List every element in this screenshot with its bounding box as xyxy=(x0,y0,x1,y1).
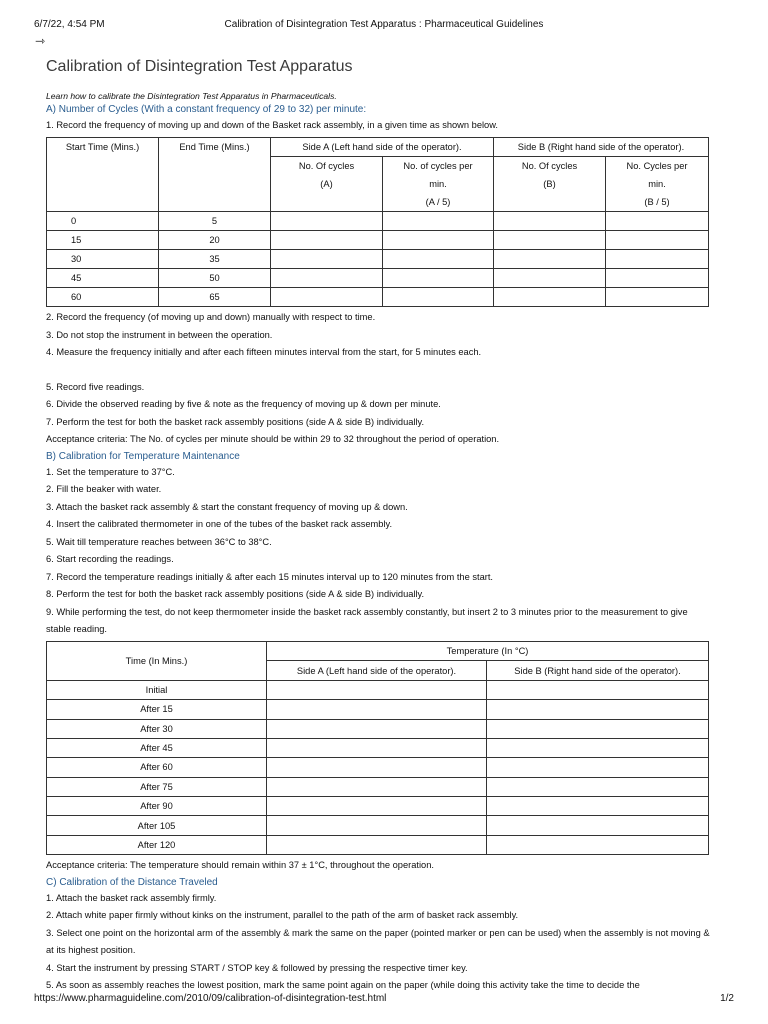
table-row xyxy=(47,288,709,307)
empty-cell xyxy=(494,249,606,268)
empty-cell xyxy=(383,269,494,288)
step-text: 2. Record the frequency (of moving up and down) manually with respect to time. xyxy=(46,312,376,323)
sub-header-line: No. Of cycles xyxy=(298,160,355,171)
time-cell: After 75 xyxy=(47,777,267,796)
empty-cell xyxy=(383,230,494,249)
print-title: Calibration of Disintegration Test Apparatus : Pharmaceutical Guidelines xyxy=(224,19,544,30)
step-text: 1. Attach the basket rack assembly firmly. xyxy=(46,892,217,903)
table-row xyxy=(47,797,709,816)
step-text: 1. Set the temperature to 37°C. xyxy=(46,466,175,477)
end-time-cell: 35 xyxy=(159,249,271,268)
sub-header-line: min. xyxy=(429,178,447,189)
empty-cell xyxy=(487,680,709,699)
sub-header-line: No. Of cycles xyxy=(521,160,578,171)
time-cell: After 45 xyxy=(47,738,267,757)
table-row xyxy=(47,230,709,249)
step-text: 3. Select one point on the horizontal arm of the assembly & mark the same on the paper (pointed marker or pen can be used) when the assembly is not moving & at its highest position. xyxy=(46,927,710,956)
empty-cell xyxy=(494,211,606,230)
table-row xyxy=(47,269,709,288)
empty-cell xyxy=(487,777,709,796)
time-cell: After 90 xyxy=(47,797,267,816)
sub-header-line: No. of cycles per xyxy=(403,160,473,171)
table-row xyxy=(47,758,709,777)
time-cell: After 30 xyxy=(47,719,267,738)
step-text: 9. While performing the test, do not keep thermometer inside the basket rack assembly constantly, but insert 2 to 3 minutes prior to the measurement to give stable reading. xyxy=(46,606,688,635)
empty-cell xyxy=(383,249,494,268)
table-row xyxy=(47,680,709,699)
print-datetime: 6/7/22, 4:54 PM xyxy=(34,19,105,30)
temperature-table xyxy=(46,641,709,855)
col-header-time: Time (In Mins.) xyxy=(47,641,267,680)
empty-cell xyxy=(487,758,709,777)
step-text: 6. Start recording the readings. xyxy=(46,554,174,565)
end-time-cell: 5 xyxy=(159,211,271,230)
sub-header-line: (B) xyxy=(543,178,556,189)
empty-cell xyxy=(606,249,709,268)
empty-cell xyxy=(606,288,709,307)
col-header-side-a: Side A (Left hand side of the operator). xyxy=(267,661,487,680)
time-cell: After 120 xyxy=(47,835,267,854)
start-time-cell: 45 xyxy=(47,269,159,288)
empty-cell xyxy=(494,288,606,307)
start-time-cell: 30 xyxy=(47,249,159,268)
start-time-cell: 0 xyxy=(47,211,159,230)
acceptance-criteria: Acceptance criteria: The No. of cycles per minute should be within 29 to 32 throughout the period of operation. xyxy=(46,434,500,445)
step-text: 7. Perform the test for both the basket rack assembly positions (side A & side B) individually. xyxy=(46,416,425,427)
time-cell: After 105 xyxy=(47,816,267,835)
page-number: 1/2 xyxy=(720,993,734,1004)
step-text: 3. Do not stop the instrument in between the operation. xyxy=(46,329,273,340)
empty-cell xyxy=(267,738,487,757)
spacer xyxy=(46,362,710,379)
col-header-end-time: End Time (Mins.) xyxy=(159,137,271,211)
intro-text: Learn how to calibrate the Disintegration Test Apparatus in Pharmaceuticals. xyxy=(46,91,337,101)
step-text: 8. Perform the test for both the basket rack assembly positions (side A & side B) individually. xyxy=(46,589,425,600)
empty-cell xyxy=(383,288,494,307)
empty-cell xyxy=(271,249,383,268)
article xyxy=(46,56,710,995)
empty-cell xyxy=(267,758,487,777)
acceptance-criteria: Acceptance criteria: The temperature should remain within 37 ± 1°C, throughout the operation. xyxy=(46,860,434,871)
empty-cell xyxy=(606,230,709,249)
empty-cell xyxy=(271,269,383,288)
sub-header-cycles-per-min-a xyxy=(383,156,494,211)
empty-cell xyxy=(487,816,709,835)
sub-header-line: (A) xyxy=(320,178,333,189)
empty-cell xyxy=(383,211,494,230)
step-text: 5. As soon as assembly reaches the lowest position, mark the same point again on the paper (while doing this activity take the time to decide the xyxy=(46,980,640,991)
step-text: 4. Start the instrument by pressing START / STOP key & followed by pressing the respective timer key. xyxy=(46,962,468,973)
empty-cell xyxy=(487,738,709,757)
print-footer xyxy=(34,993,734,1007)
section-a-heading: A) Number of Cycles (With a constant frequency of 29 to 32) per minute: xyxy=(46,104,367,115)
arrow-icon[interactable]: ⇾ xyxy=(35,34,46,48)
empty-cell xyxy=(494,269,606,288)
step-text: 2. Attach white paper firmly without kinks on the instrument, parallel to the path of the arm of basket rack assembly. xyxy=(46,910,519,921)
cycles-table xyxy=(46,137,709,308)
start-time-cell: 15 xyxy=(47,230,159,249)
step-text: 7. Record the temperature readings initially & after each 15 minutes interval up to 120 minutes from the start. xyxy=(46,571,493,582)
step-text: 4. Insert the calibrated thermometer in one of the tubes of the basket rack assembly. xyxy=(46,519,393,530)
step-text: 5. Wait till temperature reaches between 36°C to 38°C. xyxy=(46,536,272,547)
time-cell: After 60 xyxy=(47,758,267,777)
empty-cell xyxy=(267,680,487,699)
table-row xyxy=(47,719,709,738)
end-time-cell: 65 xyxy=(159,288,271,307)
section-b-heading: B) Calibration for Temperature Maintenance xyxy=(46,450,240,462)
step-text: 3. Attach the basket rack assembly & start the constant frequency of moving up & down. xyxy=(46,501,408,512)
empty-cell xyxy=(267,835,487,854)
sub-header-cycles-a xyxy=(271,156,383,211)
table-row xyxy=(47,777,709,796)
print-header xyxy=(34,19,734,33)
empty-cell xyxy=(271,230,383,249)
sub-header-cycles-per-min-b xyxy=(606,156,709,211)
sub-header-cycles-b xyxy=(494,156,606,211)
col-header-side-b: Side B (Right hand side of the operator). xyxy=(487,661,709,680)
step-text: 1. Record the frequency of moving up and down of the Basket rack assembly, in a given time as shown below. xyxy=(46,120,499,130)
table-row xyxy=(47,700,709,719)
empty-cell xyxy=(271,211,383,230)
empty-cell xyxy=(487,835,709,854)
sub-header-line: min. xyxy=(648,178,666,189)
table-row xyxy=(47,738,709,757)
empty-cell xyxy=(494,230,606,249)
empty-cell xyxy=(267,816,487,835)
step-text: 2. Fill the beaker with water. xyxy=(46,484,162,495)
col-header-side-b: Side B (Right hand side of the operator). xyxy=(494,137,709,156)
empty-cell xyxy=(267,719,487,738)
page-title: Calibration of Disintegration Test Apparatus xyxy=(46,58,353,75)
step-text: 5. Record five readings. xyxy=(46,381,145,392)
end-time-cell: 50 xyxy=(159,269,271,288)
table-row xyxy=(47,249,709,268)
start-time-cell: 60 xyxy=(47,288,159,307)
table-row xyxy=(47,835,709,854)
section-c-heading: C) Calibration of the Distance Traveled xyxy=(46,876,218,888)
time-cell: After 15 xyxy=(47,700,267,719)
table-row xyxy=(47,211,709,230)
step-text: 6. Divide the observed reading by five & note as the frequency of moving up & down per minute. xyxy=(46,399,441,410)
page-url[interactable]: https://www.pharmaguideline.com/2010/09/calibration-of-disintegration-test.html xyxy=(34,993,387,1004)
empty-cell xyxy=(271,288,383,307)
sub-header-line: (B / 5) xyxy=(644,196,670,207)
empty-cell xyxy=(267,700,487,719)
table-row xyxy=(47,816,709,835)
empty-cell xyxy=(267,777,487,796)
empty-cell xyxy=(487,700,709,719)
empty-cell xyxy=(267,797,487,816)
sub-header-line: (A / 5) xyxy=(425,196,451,207)
end-time-cell: 20 xyxy=(159,230,271,249)
col-header-temperature: Temperature (In °C) xyxy=(267,641,709,660)
col-header-side-a: Side A (Left hand side of the operator). xyxy=(271,137,494,156)
sub-header-line: No. Cycles per xyxy=(626,160,688,171)
empty-cell xyxy=(606,269,709,288)
empty-cell xyxy=(487,797,709,816)
col-header-start-time: Start Time (Mins.) xyxy=(47,137,159,211)
time-cell: Initial xyxy=(47,680,267,699)
empty-cell xyxy=(606,211,709,230)
step-text: 4. Measure the frequency initially and after each fifteen minutes interval from the start, for 5 minutes each. xyxy=(46,347,482,358)
empty-cell xyxy=(487,719,709,738)
